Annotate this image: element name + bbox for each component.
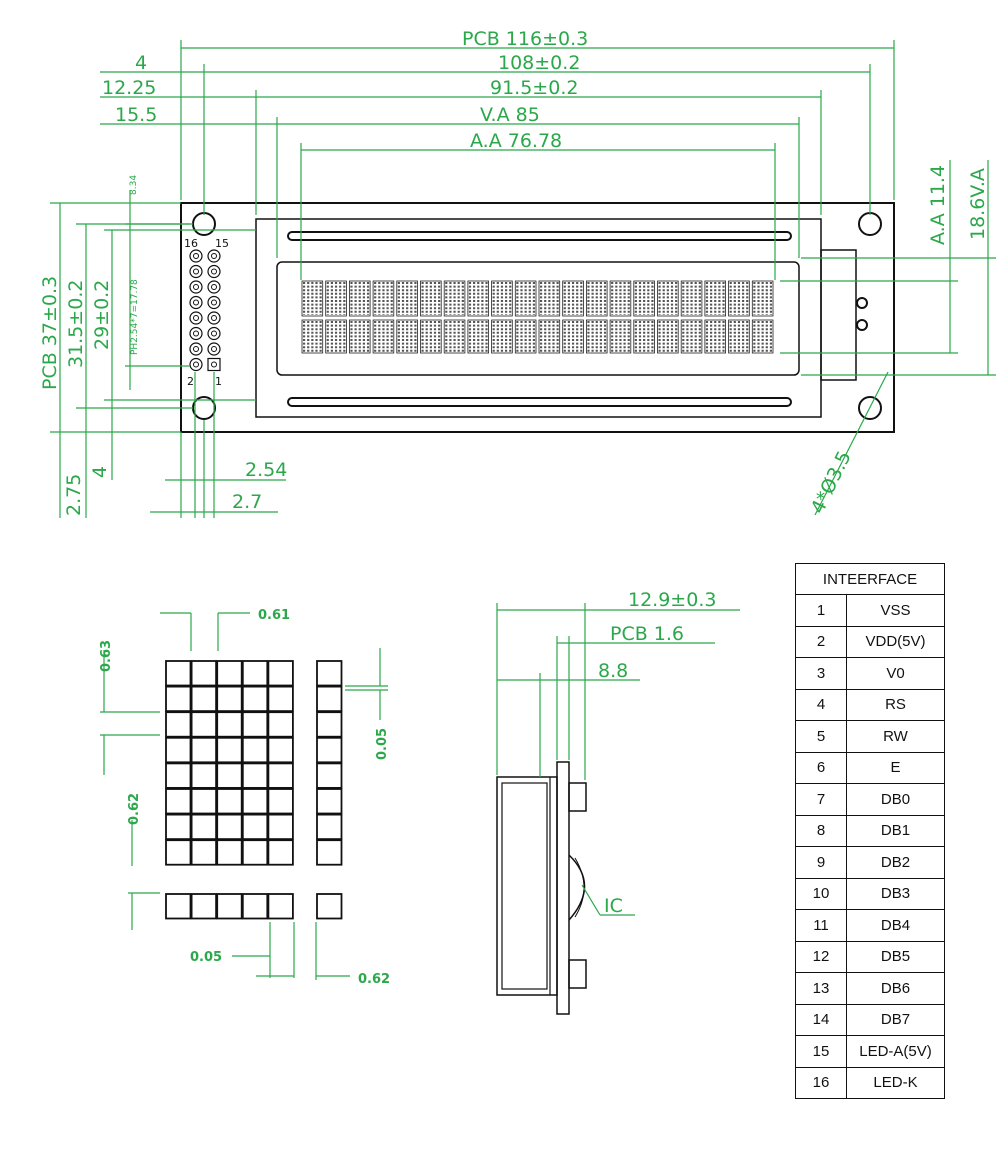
- dim-834: 8.34: [129, 174, 139, 195]
- dim-h-29: 29±0.2: [91, 279, 113, 350]
- character-detail-cells: [166, 661, 342, 919]
- detail-dot: [192, 815, 217, 840]
- dim-062-bottom: 0.62: [358, 972, 391, 987]
- character-cells: [302, 281, 773, 353]
- dim-left-1225: 12.25: [102, 77, 157, 99]
- bezel-outline: [256, 219, 821, 417]
- detail-dot: [192, 661, 217, 686]
- dim-hole-span: 108±0.2: [498, 52, 581, 74]
- right-dimension-lines: [780, 160, 996, 515]
- table-row: [796, 1004, 945, 1036]
- detail-dot: [217, 894, 242, 919]
- detail-dot: [166, 661, 191, 686]
- backlight-tab: [821, 250, 856, 380]
- pin-function: DB1: [847, 815, 945, 847]
- pin-function: DB4: [847, 910, 945, 942]
- detail-dot: [243, 840, 267, 865]
- dim-h-315: 31.5±0.2: [65, 279, 87, 368]
- detail-dot: [166, 687, 191, 712]
- pin-function: DB0: [847, 784, 945, 816]
- detail-dot: [317, 840, 342, 865]
- detail-dot: [166, 763, 191, 788]
- detail-dot: [217, 738, 242, 763]
- pin-number: 9: [796, 847, 847, 879]
- dim-pcb-height: PCB 37±0.3: [39, 275, 61, 390]
- detail-dot: [217, 687, 242, 712]
- dim-pin-pitch-note: PH2.54*7=17.78: [130, 279, 140, 355]
- dim-va-width: V.A 85: [480, 104, 540, 126]
- pin-hole: [194, 331, 199, 336]
- pin-number: 4: [796, 689, 847, 721]
- detail-dot: [166, 789, 191, 814]
- detail-dot: [268, 840, 293, 865]
- pin-function: RS: [847, 689, 945, 721]
- detail-dot: [166, 815, 191, 840]
- detail-dot: [166, 712, 191, 737]
- pin-hole: [212, 269, 217, 274]
- detail-dot: [268, 687, 293, 712]
- pin-pad: [208, 343, 220, 355]
- dim-005-bottom: 0.05: [190, 950, 223, 965]
- mounting-hole-tr: [859, 213, 881, 235]
- table-row: [796, 815, 945, 847]
- led-pad: [857, 320, 867, 330]
- pin-pad: [190, 297, 202, 309]
- pin-function: LED-K: [847, 1067, 945, 1099]
- detail-dot: [192, 894, 217, 919]
- detail-dot: [192, 738, 217, 763]
- table-row: [796, 847, 945, 879]
- table-row: [796, 689, 945, 721]
- pin-number: 15: [796, 1036, 847, 1068]
- pin-label-1: 1: [215, 375, 222, 388]
- pin-number: 13: [796, 973, 847, 1005]
- ic-label: IC: [604, 895, 623, 917]
- detail-dot: [192, 712, 217, 737]
- pin-hole: [212, 362, 217, 367]
- pin-number: 10: [796, 878, 847, 910]
- view-area: [277, 262, 799, 375]
- dim-pcb-width: PCB 116±0.3: [462, 28, 589, 50]
- detail-dot: [217, 840, 242, 865]
- pin-pad: [190, 359, 202, 371]
- pin-number: 2: [796, 626, 847, 658]
- pin-number: 7: [796, 784, 847, 816]
- pin-pad: [190, 281, 202, 293]
- detail-dot: [268, 815, 293, 840]
- detail-dot: [243, 661, 267, 686]
- pin-hole: [212, 347, 217, 352]
- detail-dot: [243, 687, 267, 712]
- detail-dot: [268, 789, 293, 814]
- detail-dot: [243, 763, 267, 788]
- table-row: [796, 1036, 945, 1068]
- table-row: [796, 910, 945, 942]
- dim-aa-height: A.A 11.4: [927, 164, 949, 245]
- pin-pad-square: [208, 359, 220, 371]
- dim-aa-width: A.A 76.78: [470, 130, 563, 152]
- pin-pad: [208, 250, 220, 262]
- detail-dot: [317, 815, 342, 840]
- pin-pad: [190, 250, 202, 262]
- dim-bezel-width: 91.5±0.2: [490, 77, 579, 99]
- side-view: [497, 762, 586, 1014]
- dim-27: 2.7: [232, 491, 263, 513]
- pin-pad: [208, 312, 220, 324]
- detail-dot: [192, 763, 217, 788]
- pin-pad: [190, 266, 202, 278]
- pin-number: 14: [796, 1004, 847, 1036]
- detail-dot: [166, 840, 191, 865]
- pin-pad: [208, 328, 220, 340]
- detail-dot: [268, 763, 293, 788]
- dim-061: 0.61: [258, 608, 291, 623]
- pin-pad: [208, 266, 220, 278]
- pin-number: 12: [796, 941, 847, 973]
- pin-pad: [190, 343, 202, 355]
- pin-pad: [190, 312, 202, 324]
- pin-function: V0: [847, 658, 945, 690]
- detail-dot: [317, 661, 342, 686]
- pin-function: RW: [847, 721, 945, 753]
- table-row: [796, 941, 945, 973]
- detail-dot: [166, 894, 191, 919]
- detail-dot: [243, 789, 267, 814]
- table-row: [796, 752, 945, 784]
- pin-function: VDD(5V): [847, 626, 945, 658]
- pin-hole: [212, 285, 217, 290]
- pin-label-16: 16: [184, 237, 198, 250]
- dim-062-left: 0.62: [127, 792, 142, 825]
- pin-function: LED-A(5V): [847, 1036, 945, 1068]
- table-row: [796, 1067, 945, 1099]
- detail-dot: [217, 763, 242, 788]
- pin-label-15: 15: [215, 237, 229, 250]
- pin-function: DB7: [847, 1004, 945, 1036]
- detail-dot: [243, 738, 267, 763]
- dim-005-right: 0.05: [375, 727, 390, 760]
- pin-hole: [194, 300, 199, 305]
- dim-va-height: 18.6V.A: [967, 168, 989, 240]
- side-dimension-lines: [497, 603, 740, 915]
- pin-hole: [212, 254, 217, 259]
- detail-dot: [317, 738, 342, 763]
- pin-hole: [194, 285, 199, 290]
- pin-number: 5: [796, 721, 847, 753]
- dim-thickness: 12.9±0.3: [628, 589, 717, 611]
- bezel-slot-bottom: [288, 398, 791, 406]
- pin-label-2: 2: [187, 375, 194, 388]
- bezel-slot-top: [288, 232, 791, 240]
- detail-dot: [317, 789, 342, 814]
- pin-function: DB6: [847, 973, 945, 1005]
- pin-function: DB3: [847, 878, 945, 910]
- detail-dot: [243, 712, 267, 737]
- dim-063: 0.63: [99, 639, 114, 672]
- pin-function: E: [847, 752, 945, 784]
- detail-dot: [317, 894, 342, 919]
- table-row: [796, 721, 945, 753]
- pin-hole: [194, 362, 199, 367]
- detail-dot: [268, 712, 293, 737]
- pin-hole: [212, 300, 217, 305]
- table-row: [796, 658, 945, 690]
- pin-pad: [208, 297, 220, 309]
- led-pad: [857, 298, 867, 308]
- detail-dot: [268, 738, 293, 763]
- interface-table: [795, 563, 945, 1099]
- dim-left-155: 15.5: [115, 104, 158, 126]
- pin-number: 6: [796, 752, 847, 784]
- dim-bottom-4: 4: [89, 465, 111, 478]
- table-row: [796, 595, 945, 627]
- interface-title: INTEERFACE: [796, 564, 945, 595]
- pin-hole: [194, 269, 199, 274]
- pin-pad: [208, 281, 220, 293]
- detail-dot: [317, 712, 342, 737]
- detail-dot: [192, 789, 217, 814]
- detail-dot: [243, 815, 267, 840]
- pin-number: 16: [796, 1067, 847, 1099]
- dim-bottom-275: 2.75: [63, 473, 85, 516]
- dim-pitch: 2.54: [245, 459, 288, 481]
- detail-dot: [243, 894, 267, 919]
- dim-pcb-thickness: PCB 1.6: [610, 623, 685, 645]
- pin-pad: [190, 328, 202, 340]
- detail-dot: [217, 815, 242, 840]
- pin-hole: [194, 316, 199, 321]
- detail-dot: [217, 661, 242, 686]
- pin-hole: [212, 316, 217, 321]
- pin-number: 1: [796, 595, 847, 627]
- dim-holes: 4*Ø3.5: [806, 447, 856, 518]
- detail-dot: [217, 789, 242, 814]
- pin-hole: [194, 347, 199, 352]
- detail-dot: [192, 840, 217, 865]
- pin-hole: [212, 331, 217, 336]
- pin-hole: [194, 254, 199, 259]
- table-row: [796, 784, 945, 816]
- detail-dot: [268, 661, 293, 686]
- dim-left-4: 4: [135, 52, 148, 74]
- table-row: [796, 626, 945, 658]
- pin-number: 11: [796, 910, 847, 942]
- detail-dot: [192, 687, 217, 712]
- pin-function: VSS: [847, 595, 945, 627]
- pin-header: [190, 250, 220, 371]
- table-row: [796, 973, 945, 1005]
- dim-depth: 8.8: [598, 660, 629, 682]
- detail-dot: [217, 712, 242, 737]
- pin-function: DB5: [847, 941, 945, 973]
- detail-dot: [317, 763, 342, 788]
- pin-number: 3: [796, 658, 847, 690]
- pin-number: 8: [796, 815, 847, 847]
- detail-dot: [317, 687, 342, 712]
- pin-function: DB2: [847, 847, 945, 879]
- mounting-hole-tl: [193, 213, 215, 235]
- detail-dot: [268, 894, 293, 919]
- table-row: [796, 878, 945, 910]
- detail-dot: [166, 738, 191, 763]
